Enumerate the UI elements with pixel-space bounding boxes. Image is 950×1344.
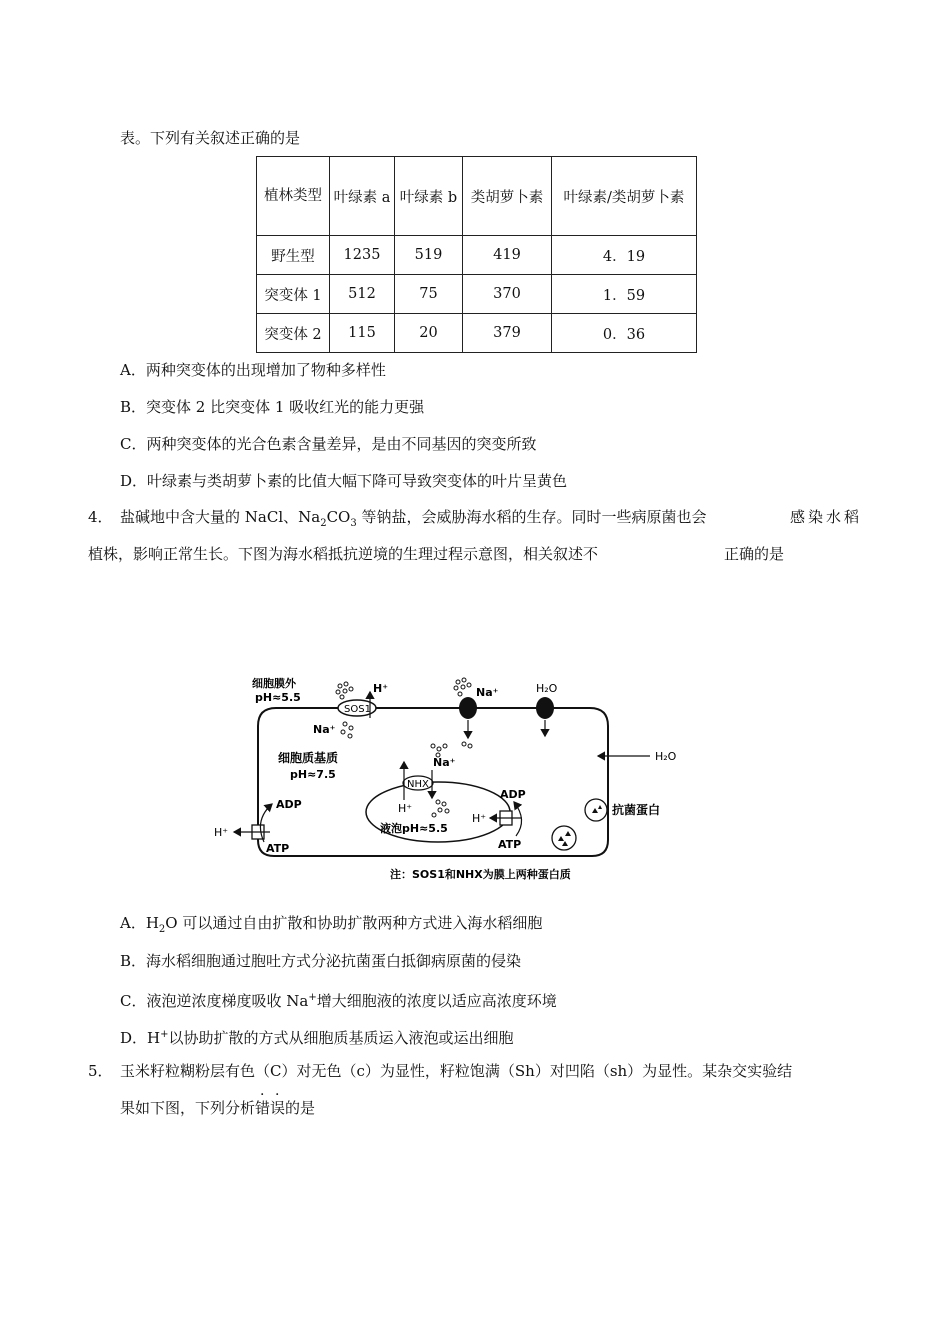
table-cell: 379 [463, 314, 552, 353]
na-plus-label: Na⁺ [476, 686, 499, 699]
table-cell: 419 [463, 236, 552, 275]
q4-stem-line1 [120, 507, 707, 534]
na-dots [432, 813, 436, 817]
cell-diagram [200, 670, 720, 885]
table-cell: 519 [395, 236, 463, 275]
table-header-cell: 植林类型 [257, 157, 330, 236]
na-dots [438, 808, 442, 812]
q5-stem-line2 [120, 1087, 316, 1118]
na-dots [442, 802, 446, 806]
vacuole-atp-curve [514, 802, 522, 836]
na-plus-label: Na⁺ [313, 723, 336, 736]
diagram-note: 注：SOS1和NHX为膜上两种蛋白质 [390, 868, 571, 881]
table-cell: 370 [463, 275, 552, 314]
q5-text: 果如下图，下列分析 [120, 1099, 256, 1117]
q5-emph-text: 错 [255, 1099, 271, 1117]
membrane-atp-curve [260, 804, 272, 842]
q4-option-a [120, 913, 542, 940]
na-dots [436, 800, 440, 804]
vesicle [552, 826, 576, 850]
table-row [257, 275, 697, 314]
na-dots [462, 678, 466, 682]
q4-option-c [120, 988, 557, 1011]
table-cell: 75 [395, 275, 463, 314]
q4-option-b: B．海水稻细胞通过胞吐方式分泌抗菌蛋白抵御病原菌的侵染 [120, 952, 522, 970]
na-channel [459, 697, 477, 719]
sos1-label: SOS1 [344, 704, 371, 715]
table-cell: 4．19 [552, 236, 697, 275]
q4-text: 等钠盐，会威胁海水稻的生存。同时一些病原菌也会 [356, 508, 707, 526]
adp-label: ADP [276, 798, 302, 811]
table-cell: 20 [395, 314, 463, 353]
table-cell: 野生型 [257, 236, 330, 275]
q4-stem-line2: 植株，影响正常生长。下图为海水稻抵抗逆境的生理过程示意图，相关叙述不 [88, 545, 599, 563]
q4-text: CO [326, 508, 351, 526]
q3-option-b: B．突变体 2 比突变体 1 吸收红光的能力更强 [120, 398, 425, 416]
na-dots [456, 680, 460, 684]
option-sup: + [308, 992, 317, 1003]
q5-number: 5． [88, 1062, 113, 1080]
h2o-label: H₂O [536, 682, 558, 695]
na-dots [458, 692, 462, 696]
na-plus-label: Na⁺ [433, 756, 456, 769]
option-text: O 可以通过自由扩散和协助扩散两种方式进入海水稻细胞 [165, 914, 543, 932]
na-dots [461, 685, 465, 689]
atp-label: ATP [266, 842, 290, 855]
na-dots [445, 809, 449, 813]
na-dots [437, 747, 441, 751]
q4-option-d [120, 1025, 514, 1048]
option-sub: 2 [158, 924, 166, 935]
emphasis-dot: · [260, 1087, 265, 1103]
q4-stem-line2-end: 正确的是 [724, 545, 785, 563]
emphasis-dot: · [275, 1087, 280, 1103]
option-sup: + [160, 1029, 169, 1040]
h-plus-label: H⁺ [472, 812, 487, 825]
table-header-cell: 叶绿素/类胡萝卜素 [552, 157, 697, 236]
na-dots [344, 682, 348, 686]
table-cell: 1235 [330, 236, 395, 275]
option-text: D．H [120, 1029, 161, 1047]
cytoplasm-ph: pH≈7.5 [290, 768, 336, 781]
emphasis-char [270, 1087, 286, 1117]
h-plus-label: H⁺ [214, 826, 229, 839]
na-dots [454, 686, 458, 690]
q3-option-a: A．两种突变体的出现增加了物种多样性 [120, 361, 386, 379]
na-dots [468, 744, 472, 748]
na-dots [349, 687, 353, 691]
table-cell: 突变体 1 [257, 275, 330, 314]
table-header-cell: 叶绿素 a [330, 157, 395, 236]
table-cell: 突变体 2 [257, 314, 330, 353]
table-cell: 115 [330, 314, 395, 353]
table-header-cell: 类胡萝卜素 [463, 157, 552, 236]
q5-stem-line1: 玉米籽粒糊粉层有色（C）对无色（c）为显性，籽粒饱满（Sh）对凹陷（sh）为显性。某杂交实验结 [120, 1062, 793, 1080]
q4-number: 4． [88, 508, 113, 526]
outside-label: 细胞膜外 [252, 677, 296, 690]
atp-label: ATP [498, 838, 522, 851]
vacuole-label: 液泡pH≈5.5 [380, 822, 448, 835]
nhx-label: NHX [407, 779, 429, 790]
q4-sub: 2 [320, 518, 327, 529]
q5-emph-text: 误 [270, 1099, 286, 1117]
na-dots [462, 742, 466, 746]
na-dots [341, 730, 345, 734]
q3-option-d: D．叶绿素与类胡萝卜素的比值大幅下降可导致突变体的叶片呈黄色 [120, 472, 568, 490]
na-dots [338, 684, 342, 688]
antibacterial-label: 抗菌蛋白 [612, 803, 661, 817]
emphasis-char [255, 1087, 271, 1117]
table-row [257, 314, 697, 353]
na-dots [340, 695, 344, 699]
outside-ph: pH≈5.5 [255, 691, 301, 704]
option-text: C．液泡逆浓度梯度吸收 Na [120, 992, 309, 1010]
table-cell: 512 [330, 275, 395, 314]
q5-text: 的是 [285, 1099, 316, 1117]
option-text: A．H [120, 914, 159, 932]
na-dots [343, 689, 347, 693]
pigment-table [256, 156, 697, 353]
table-row [257, 236, 697, 275]
na-dots [467, 683, 471, 687]
adp-label: ADP [500, 788, 526, 801]
option-text: 以协助扩散的方式从细胞质基质运入液泡或运出细胞 [168, 1029, 514, 1047]
option-text: 增大细胞液的浓度以适应高浓度环境 [316, 992, 557, 1010]
q3-option-c: C．两种突变体的光合色素含量差异，是由不同基因的突变所致 [120, 435, 537, 453]
h-plus-label: H⁺ [398, 802, 413, 815]
water-channel [536, 697, 554, 719]
na-dots [348, 734, 352, 738]
table-cell: 0．36 [552, 314, 697, 353]
intro-line: 表。下列有关叙述正确的是 [120, 129, 301, 147]
q4-stem-line1-end: 感染水稻 [790, 508, 863, 526]
table-header-row [257, 157, 697, 236]
na-dots [431, 744, 435, 748]
cytoplasm-label: 细胞质基质 [278, 751, 339, 765]
table-cell: 1．59 [552, 275, 697, 314]
na-dots [343, 722, 347, 726]
na-dots [349, 726, 353, 730]
q4-sub: 3 [350, 518, 357, 529]
q4-text: 盐碱地中含大量的 NaCl、Na [120, 508, 321, 526]
na-dots [336, 690, 340, 694]
table-header-cell: 叶绿素 b [395, 157, 463, 236]
h2o-label: H₂O [655, 750, 677, 763]
h-plus-label: H⁺ [373, 682, 389, 695]
na-dots [443, 744, 447, 748]
